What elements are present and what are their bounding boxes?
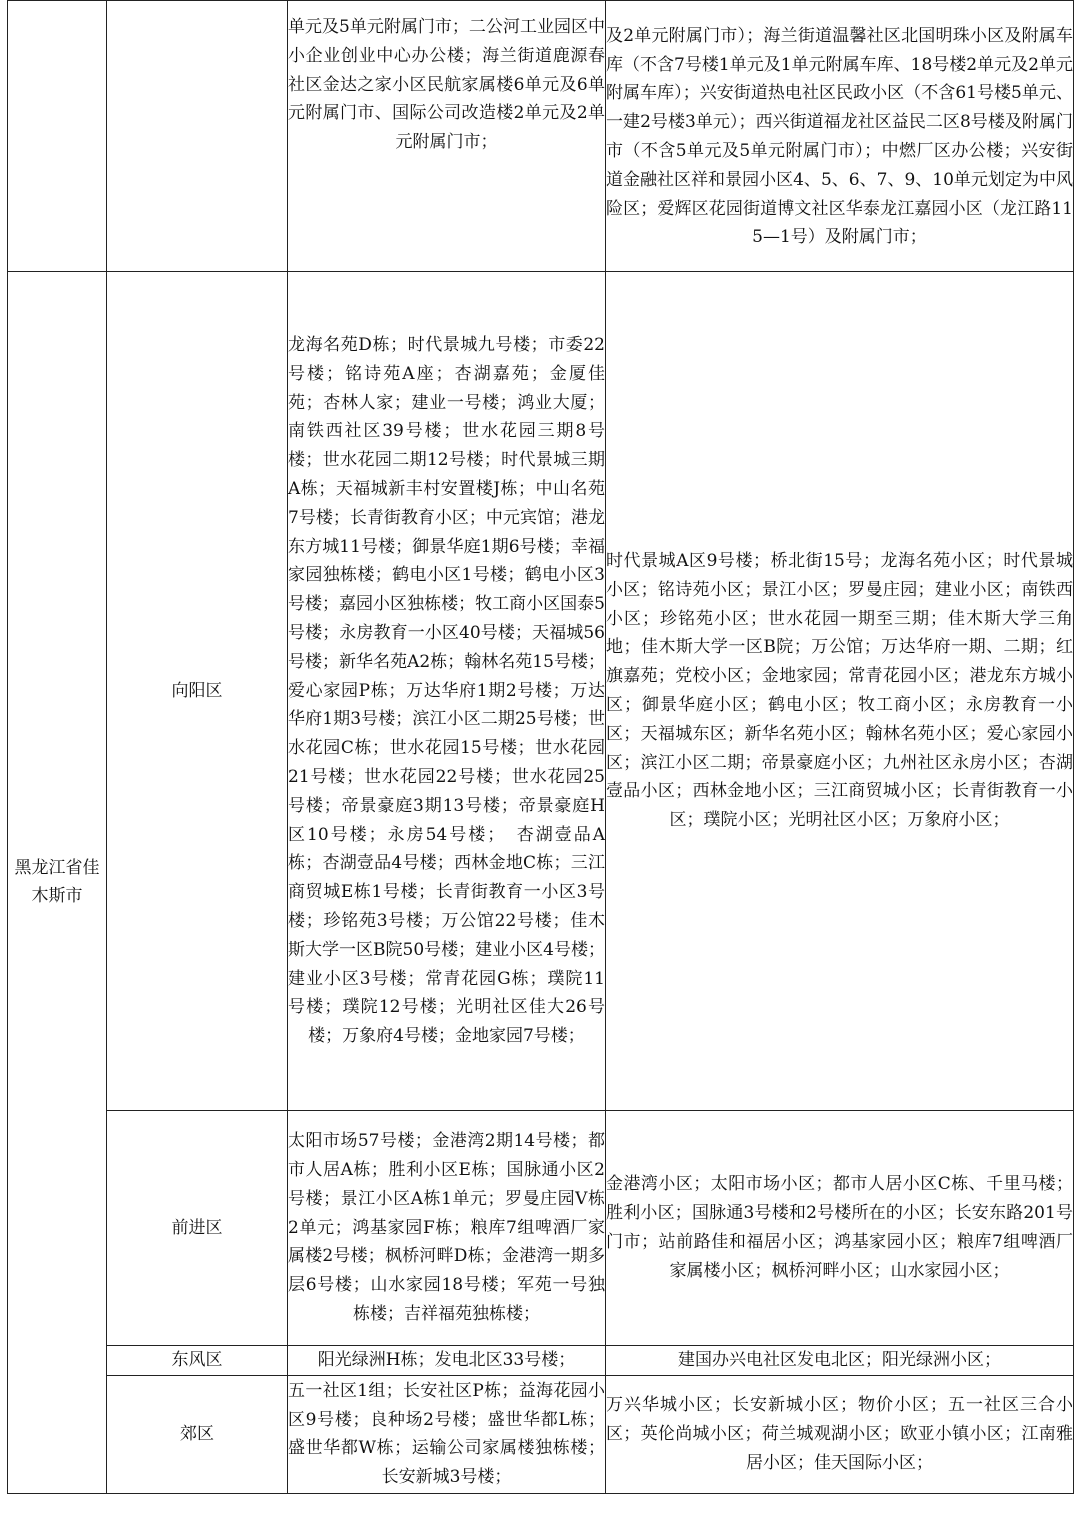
table-row-district	[8, 1346, 1074, 1376]
table-row-continuation	[8, 1, 1074, 272]
province-cell-empty	[8, 1, 107, 272]
province-cell: 黑龙江省佳木斯市	[8, 272, 107, 1494]
table-row-district	[8, 272, 1074, 1111]
medium-risk-cell: 金港湾小区；太阳市场小区；都市人居小区C栋、千里马楼；胜利小区；国脉通3号楼和2号楼所在的小区；长安东路201号门市；站前路佳和福居小区；鸿基家园小区；粮库7组啤酒厂家属楼小区；枫桥河畔小区；山水家园小区；	[606, 1111, 1074, 1346]
district-name: 向阳区	[107, 272, 288, 1111]
medium-risk-cell: 建国办兴电社区发电北区；阳光绿洲小区；	[606, 1346, 1074, 1376]
district-name: 前进区	[107, 1111, 288, 1346]
district-name: 东风区	[107, 1346, 288, 1376]
high-risk-cell: 阳光绿洲H栋；发电北区33号楼；	[288, 1346, 606, 1376]
medium-risk-cell: 及2单元附属门市）；海兰街道温馨社区北国明珠小区及附属车库（不含7号楼1单元及1单元附属车库、18号楼2单元及2单元附属车库）；兴安街道热电社区民政小区（不含61号楼5单元、一建2号楼3单元）；西兴街道福龙社区益民二区8号楼及附属门市（不含5单元及5单元附属门市）；中燃厂区办公楼；兴安街道金融社区祥和景园小区4、5、6、7、9、10单元划定为中风险区；爱辉区花园街道博文社区华泰龙江嘉园小区（龙江路115—1号）及附属门市；	[606, 1, 1074, 272]
district-name: 郊区	[107, 1375, 288, 1493]
high-risk-cell: 龙海名苑D栋；时代景城九号楼；市委22号楼；铭诗苑A座；杏湖嘉苑；金厦佳苑；杏林人家；建业一号楼；鸿业大厦；南铁西社区39号楼；世水花园三期8号楼；世水花园二期12号楼；时代景城三期A栋；天福城新丰村安置楼J栋；中山名苑7号楼；长青街教育小区；中元宾馆；港龙东方城11号楼；御景华庭1期6号楼；幸福家园独栋楼；鹤电小区1号楼；鹤电小区3号楼；嘉园小区独栋楼；牧工商小区国泰5号楼；永房教育一小区40号楼；天福城56号楼；新华名苑A2栋；翰林名苑15号楼；爱心家园P栋；万达华府1期2号楼；万达华府1期3号楼；滨江小区二期25号楼；世水花园C栋；世水花园15号楼；世水花园21号楼；世水花园22号楼；世水花园25号楼；帝景豪庭3期13号楼；帝景豪庭H区10号楼；永房54号楼； 杏湖壹品A栋；杏湖壹品4号楼；西林金地C栋；三江商贸城E栋1号楼；长青街教育一小区3号楼；珍铭苑3号楼；万公馆22号楼；佳木斯大学一区B院50号楼；建业小区4号楼；建业小区3号楼；常青花园G栋；璞院11号楼；璞院12号楼；光明社区佳大26号楼；万象府4号楼；金地家园7号楼；	[288, 272, 606, 1111]
table-row-district	[8, 1111, 1074, 1346]
medium-risk-cell: 万兴华城小区；长安新城小区；物价小区；五一社区三合小区；英伦尚城小区；荷兰城观湖小区；欧亚小镇小区；江南雅居小区；佳天国际小区；	[606, 1375, 1074, 1493]
district-cell-empty	[107, 1, 288, 272]
high-risk-cell: 五一社区1组；长安社区P栋；益海花园小区9号楼；良种场2号楼；盛世华都L栋；盛世华都W栋；运输公司家属楼独栋楼；长安新城3号楼；	[288, 1375, 606, 1493]
table-row-district	[8, 1375, 1074, 1493]
risk-area-table	[7, 0, 1074, 1494]
high-risk-cell: 太阳市场57号楼；金港湾2期14号楼；都市人居A栋；胜利小区E栋；国脉通小区2号楼；景江小区A栋1单元；罗曼庄园V栋2单元；鸿基家园F栋；粮库7组啤酒厂家属楼2号楼；枫桥河畔D栋；金港湾一期多层6号楼；山水家园18号楼；军苑一号独栋楼；吉祥福苑独栋楼；	[288, 1111, 606, 1346]
high-risk-cell: 单元及5单元附属门市；二公河工业园区中小企业创业中心办公楼；海兰街道鹿源春社区金达之家小区民航家属楼6单元及6单元附属门市、国际公司改造楼2单元及2单元附属门市；	[288, 1, 606, 272]
medium-risk-cell: 时代景城A区9号楼；桥北街15号；龙海名苑小区；时代景城小区；铭诗苑小区；景江小区；罗曼庄园；建业小区；南铁西小区；珍铭苑小区；世水花园一期至三期；佳木斯大学三角地；佳木斯大学一区B院；万公馆；万达华府一期、二期；红旗嘉苑；党校小区；金地家园；常青花园小区；港龙东方城小区；御景华庭小区；鹤电小区；牧工商小区；永房教育一小区；天福城东区；新华名苑小区；翰林名苑小区；爱心家园小区；滨江小区二期；帝景豪庭小区；九州社区永房小区；杏湖壹品小区；西林金地小区；三江商贸城小区；长青街教育一小区；璞院小区；光明社区小区；万象府小区；	[606, 272, 1074, 1111]
